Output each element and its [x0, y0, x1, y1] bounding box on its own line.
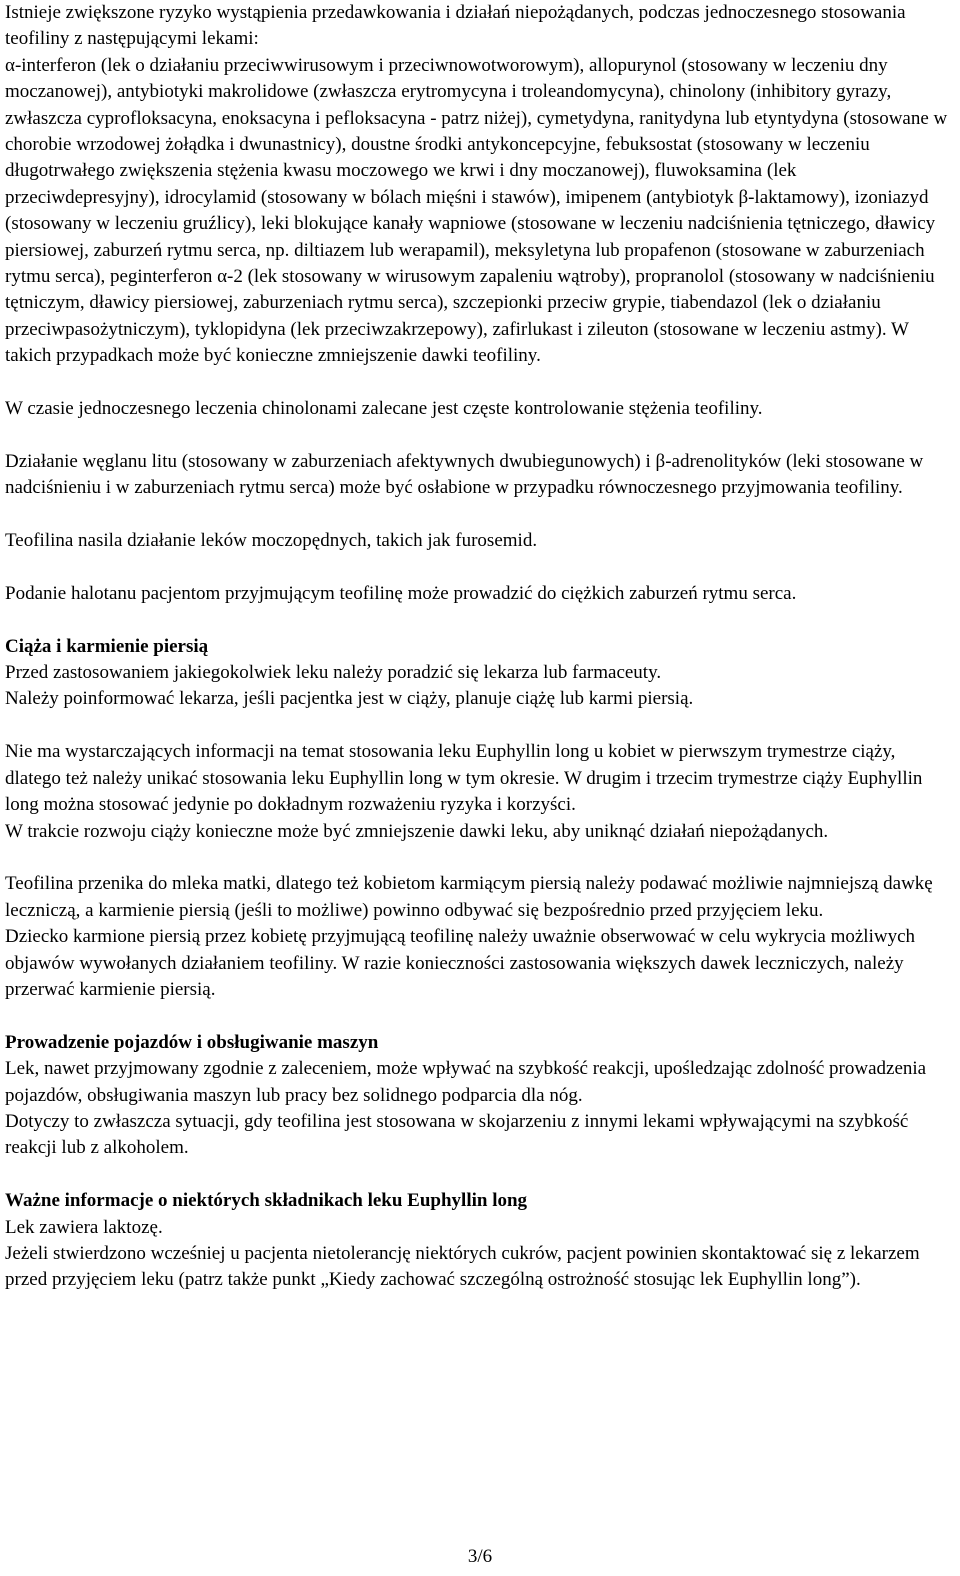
breast-milk-paragraph: Teofilina przenika do mleka matki, dlatego też kobietom karmiącym piersią należy podawać możliwie najmniejszą dawkę leczniczą, a karmienie piersią (jeśli to możliwe) powinno odbywać się bezpośrednio przed przyjęciem leku.	[5, 873, 933, 921]
ingredients-section	[5, 1188, 955, 1294]
interactions-intro-paragraph: Istnieje zwiększone ryzyko wystąpienia przedawkowania i działań niepożądanych, podczas jednoczesnego stosowania teofiliny z następującymi lekami:	[5, 2, 906, 50]
quinolones-paragraph: W czasie jednoczesnego leczenia chinolonami zalecane jest częste kontrolowanie stężenia teofiliny.	[5, 398, 763, 420]
ingredients-paragraph-2: Jeżeli stwierdzono wcześniej u pacjenta nietolerancję niektórych cukrów, pacjent powinien skontaktować się z lekarzem przed przyjęciem leku (patrz także punkt „Kiedy zachować szczególną ostrożność stosując lek Euphyllin long”).	[5, 1242, 920, 1291]
pregnancy-line-2: Należy poinformować lekarza, jeśli pacjentka jest w ciąży, planuje ciążę lub karmi piersią.	[5, 688, 694, 710]
driving-heading: Prowadzenie pojazdów i obsługiwanie maszyn	[5, 1031, 379, 1053]
ingredients-block	[5, 1188, 955, 1294]
interactions-list-paragraph: α-interferon (lek o działaniu przeciwwirusowym i przeciwnowotworowym), allopurynol (stosowany w leczeniu dny moczanowej), antybiotyki makrolidowe (zwłaszcza erytromycyna i troleandomycyna), chinolony (inhibitory gyrazy, zwłaszcza cyprofloksacyna, enoksacyna i pefloksacyna - patrz niżej), cymetydyna, ranitydyna lub etyntydyna (stosowane w chorobie wrzodowej żołądka i dwunastnicy), doustne środki antykoncepcyjne, febuksostat (stosowany w leczeniu długotrwałego zwiększenia stężenia kwasu moczowego we krwi i dny moczanowej), fluwoksamina (lek przeciwdepresyjny), idrocylamid (stosowany w bólach mięśni i stawów), imipenem (antybiotyk β-laktamowy), izoniazyd (stosowany w leczeniu gruźlicy), leki blokujące kanały wapniowe (stosowane w leczeniu nadciśnienia tętniczego, dławicy piersiowej, zaburzeń rytmu serca, np. diltiazem lub werapamil), meksyletyna lub propafenon (stosowane w zaburzeniach rytmu serca), peginterferon α-2 (lek stosowany w wirusowym zapaleniu wątroby), propranolol (stosowany w nadciśnieniu tętniczym, dławicy piersiowej, zaburzeniach rytmu serca), szczepionki przeciw grypie, tiabendazol (lek o działaniu przeciwpasożytniczym), tyklopidyna (lek przeciwzakrzepowy), zafirlukast i zileuton (stosowane w leczeniu astmy). W takich przypadkach może być konieczne zmniejszenie dawki teofiliny.	[5, 54, 948, 367]
page-number: 3/6	[467, 1546, 493, 1567]
driving-paragraph-1: Lek, nawet przyjmowany zgodnie z zaleceniem, może wpływać na szybkość reakcji, upośledzając zdolność prowadzenia pojazdów, obsługiwania maszyn lub pracy bez solidnego podparcia dla nóg.	[5, 1058, 927, 1106]
trimester-paragraph: Nie ma wystarczających informacji na temat stosowania leku Euphyllin long u kobiet w pierwszym trymestrze ciąży, dlatego też należy unikać stosowania leku Euphyllin long w tym okresie. W drugim i trzecim trymestrze ciąży Euphyllin long można stosować jedynie po dokładnym rozważeniu ryzyka i korzyści.	[5, 741, 923, 816]
pregnancy-block	[5, 634, 955, 713]
pregnancy-section	[5, 634, 955, 1004]
infant-observation-paragraph: Dziecko karmione piersią przez kobietę przyjmującą teofilinę należy uważnie obserwować w celu wykrycia możliwych objawów wywołanych działaniem teofiliny. W razie konieczności zastosowania większych dawek leczniczych, należy przerwać karmienie piersią.	[5, 926, 916, 1000]
driving-section	[5, 1030, 955, 1162]
leaflet-page	[5, 0, 955, 1294]
lithium-paragraph: Działanie węglanu litu (stosowany w zaburzeniach afektywnych dwubiegunowych) i β-adrenolityków (leki stosowane w nadciśnieniu i w zaburzeniach rytmu serca) może być osłabione w przypadku równoczesnego przyjmowania teofiliny.	[5, 450, 924, 499]
pregnancy-dose-paragraph: W trakcie rozwoju ciąży konieczne może być zmniejszenie dawki leku, aby uniknąć działań niepożądanych.	[5, 820, 829, 842]
diuretics-paragraph: Teofilina nasila działanie leków moczopędnych, takich jak furosemid.	[5, 530, 538, 552]
ingredients-heading: Ważne informacje o niektórych składnikach leku Euphyllin long	[5, 1190, 528, 1212]
pregnancy-line-1: Przed zastosowaniem jakiegokolwiek leku należy poradzić się lekarza lub farmaceuty.	[5, 662, 662, 684]
pregnancy-heading: Ciąża i karmienie piersią	[5, 635, 209, 657]
driving-paragraph-2: Dotyczy to zwłaszcza sytuacji, gdy teofilina jest stosowana w skojarzeniu z innymi lekami wpływającymi na szybkość reakcji lub z alkoholem.	[5, 1110, 909, 1159]
driving-block	[5, 1030, 955, 1162]
halothane-paragraph: Podanie halotanu pacjentom przyjmującym teofilinę może prowadzić do ciężkich zaburzeń rytmu serca.	[5, 582, 797, 604]
ingredients-line-1: Lek zawiera laktozę.	[5, 1216, 163, 1238]
